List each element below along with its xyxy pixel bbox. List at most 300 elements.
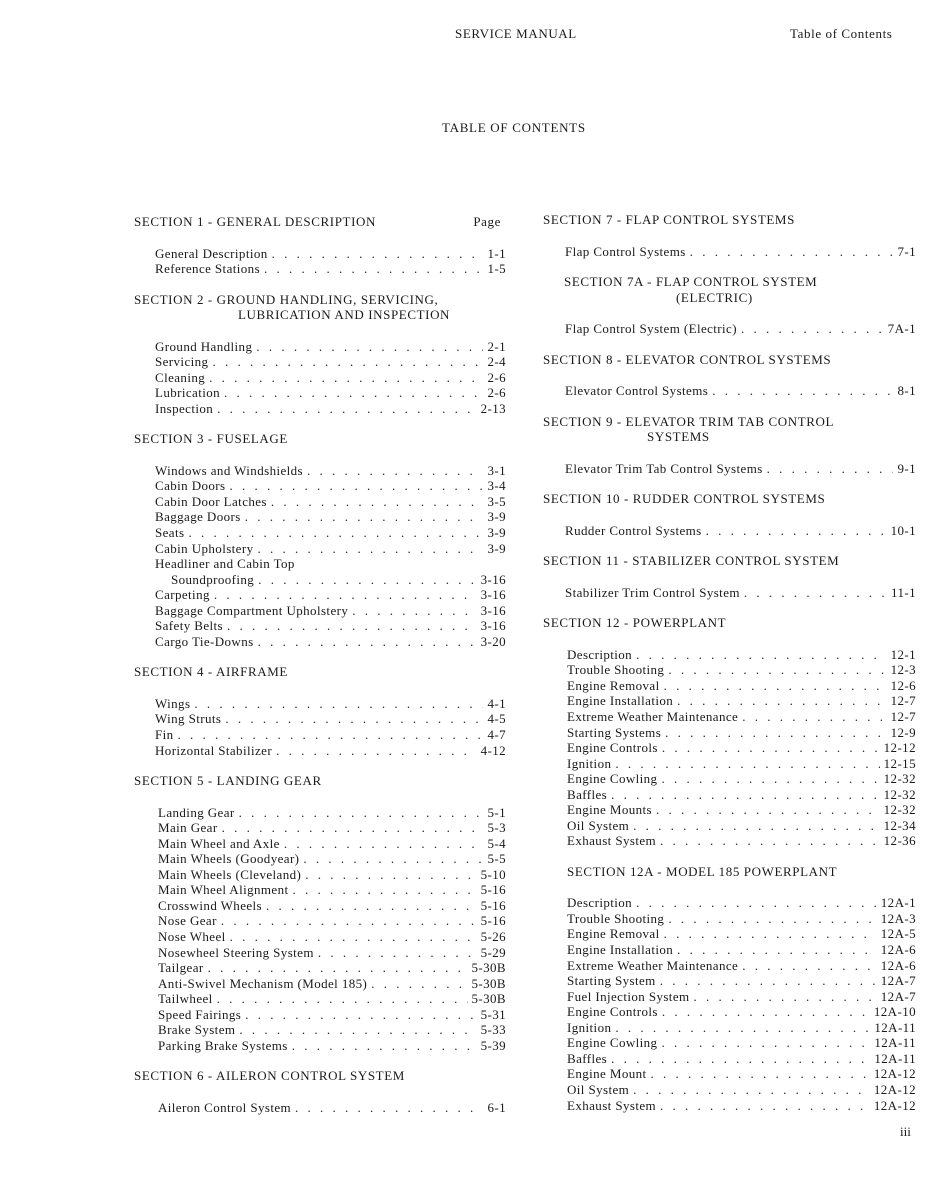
toc-entry-title: Starting Systems	[567, 724, 662, 740]
toc-entry-page: 6-1	[487, 1099, 506, 1115]
toc-entry[interactable]	[567, 725, 916, 741]
section-7a-title: SECTION 7A - FLAP CONTROL SYSTEM	[564, 274, 818, 290]
toc-entry-title: Reference Stations	[155, 261, 261, 277]
toc-entry-title: Servicing	[155, 354, 209, 370]
dot-leader	[307, 463, 483, 479]
toc-entry[interactable]	[567, 989, 916, 1005]
toc-entry[interactable]	[158, 991, 506, 1007]
toc-entry-title: Lubrication	[155, 385, 221, 401]
section-11-entries	[565, 585, 916, 601]
toc-entry[interactable]	[155, 509, 506, 525]
toc-entry[interactable]	[567, 647, 916, 663]
dot-leader	[264, 261, 483, 277]
toc-entry-page: 12A-3	[880, 910, 916, 926]
toc-entry-page: 1-5	[487, 261, 506, 277]
page-title: TABLE OF CONTENTS	[442, 120, 586, 135]
dot-leader	[615, 756, 879, 772]
toc-entry-title: General Description	[155, 245, 268, 261]
toc-entry-page: 4-7	[487, 726, 506, 742]
toc-entry-page: 4-1	[487, 695, 506, 711]
dot-leader	[660, 1098, 870, 1114]
toc-entry[interactable]	[567, 678, 916, 694]
toc-entry-title: Starting System	[567, 973, 656, 989]
toc-entry[interactable]	[158, 898, 506, 914]
toc-entry-title: Wings	[155, 695, 191, 711]
dot-leader	[258, 634, 477, 650]
section-7a-entries	[565, 321, 916, 337]
dot-leader	[245, 1007, 476, 1023]
toc-entry-page: 12-7	[890, 693, 916, 709]
toc-entry-title: Engine Removal	[567, 677, 660, 693]
toc-entry-title: Nosewheel Steering System	[158, 944, 314, 960]
section-heading-2	[134, 292, 506, 323]
toc-entry-page: 1-1	[487, 245, 506, 261]
toc-entry[interactable]	[158, 836, 506, 852]
toc-entry[interactable]	[158, 1022, 506, 1038]
toc-entry[interactable]	[155, 618, 506, 634]
toc-entry-page: 8-1	[897, 383, 916, 399]
dot-leader	[214, 587, 477, 603]
dot-leader	[245, 509, 484, 525]
toc-entry-page: 12-1	[890, 646, 916, 662]
dot-leader	[636, 647, 887, 663]
toc-entry-title: Extreme Weather Maintenance	[567, 957, 739, 973]
section-heading-10	[543, 491, 916, 507]
dot-leader	[217, 991, 468, 1007]
section-2-title-cont: LUBRICATION AND INSPECTION	[238, 307, 451, 323]
toc-entry[interactable]	[155, 401, 506, 417]
toc-entry-page: 12A-5	[880, 926, 916, 942]
toc-entry[interactable]	[155, 463, 506, 479]
toc-entry[interactable]	[155, 525, 506, 541]
section-heading-11	[543, 553, 916, 569]
toc-entry-title: Windows and Windshields	[155, 462, 304, 478]
toc-entry-page: 2-6	[487, 369, 506, 385]
toc-entry-title: Flap Control Systems	[565, 243, 686, 259]
dot-leader	[661, 771, 879, 787]
running-header-title: SERVICE MANUAL	[455, 26, 577, 41]
toc-entry-title: Soundproofing	[171, 571, 255, 587]
toc-entry-page: 5-31	[480, 1006, 506, 1022]
dot-leader	[661, 1035, 870, 1051]
toc-right-column	[543, 212, 916, 1128]
toc-entry[interactable]	[155, 385, 506, 401]
toc-left-column	[134, 214, 506, 1130]
dot-leader	[305, 867, 476, 883]
toc-entry-page: 12-15	[883, 755, 916, 771]
dot-leader	[651, 1066, 870, 1082]
toc-entry-page: 5-16	[480, 882, 506, 898]
toc-entry-title: Baggage Doors	[155, 509, 241, 525]
toc-entry-title: Main Wheel and Axle	[158, 835, 280, 851]
toc-entry-title: Engine Installation	[567, 942, 674, 958]
toc-entry-title: Inspection	[155, 400, 214, 416]
toc-entry[interactable]	[567, 818, 916, 834]
toc-entry-page: 12A-6	[880, 957, 916, 973]
toc-entry-title: Oil System	[567, 1081, 630, 1097]
toc-entry-page: 2-13	[480, 400, 506, 416]
section-1-entries	[155, 246, 506, 277]
toc-entry-page: 4-12	[480, 742, 506, 758]
dot-leader	[668, 911, 876, 927]
toc-entry[interactable]	[158, 820, 506, 836]
section-12-title: SECTION 12 - POWERPLANT	[543, 615, 727, 631]
toc-entry[interactable]	[567, 787, 916, 803]
toc-entry-title: Engine Controls	[567, 740, 658, 756]
toc-entry[interactable]	[567, 709, 916, 725]
toc-entry-title: Parking Brake Systems	[158, 1037, 288, 1053]
section-12a-entries	[567, 895, 916, 1113]
toc-entry-title: Engine Installation	[567, 693, 674, 709]
dot-leader	[767, 461, 894, 477]
toc-entry-page: 12A-12	[873, 1081, 916, 1097]
section-heading-7a	[564, 274, 916, 305]
toc-entry[interactable]	[158, 851, 506, 867]
dot-leader	[293, 882, 477, 898]
toc-entry-page: 12-9	[890, 724, 916, 740]
section-3-entries	[155, 463, 506, 556]
toc-entry[interactable]	[567, 662, 916, 678]
toc-entry-page: 5-10	[480, 866, 506, 882]
toc-entry-page: 12A-7	[880, 988, 916, 1004]
toc-entry-page: 5-3	[487, 820, 506, 836]
toc-entry-page: 9-1	[897, 460, 916, 476]
toc-entry-title[interactable]: Headliner and Cabin Top	[155, 556, 295, 572]
toc-entry-page: 7A-1	[887, 321, 916, 337]
section-heading-8	[543, 352, 916, 368]
toc-entry[interactable]	[158, 929, 506, 945]
toc-entry-title: Baffles	[567, 1050, 608, 1066]
toc-entry[interactable]	[567, 895, 916, 911]
toc-entry-page: 3-1	[487, 462, 506, 478]
section-10-title: SECTION 10 - RUDDER CONTROL SYSTEMS	[543, 491, 826, 507]
section-4-title: SECTION 4 - AIRFRAME	[134, 664, 288, 680]
section-heading-6	[134, 1068, 506, 1084]
toc-entry-page: 12-32	[883, 771, 916, 787]
toc-entry-page: 7-1	[897, 243, 916, 259]
toc-entry-title: Cabin Upholstery	[155, 540, 254, 556]
toc-entry-title: Crosswind Wheels	[158, 897, 263, 913]
toc-entry-title: Safety Belts	[155, 618, 223, 634]
page-number: iii	[900, 1124, 911, 1139]
toc-entry[interactable]	[155, 339, 506, 355]
toc-entry[interactable]	[155, 711, 506, 727]
toc-entry[interactable]	[158, 1007, 506, 1023]
toc-entry[interactable]	[158, 913, 506, 929]
toc-entry[interactable]	[567, 958, 916, 974]
toc-entry-title: Seats	[155, 525, 185, 541]
toc-entry-title: Landing Gear	[158, 804, 235, 820]
toc-entry-title: Description	[567, 646, 633, 662]
toc-entry[interactable]	[567, 926, 916, 942]
toc-entry[interactable]	[565, 383, 916, 399]
dot-leader	[178, 727, 484, 743]
dot-leader	[284, 836, 484, 852]
toc-entry[interactable]	[567, 911, 916, 927]
section-3-entries-more	[155, 587, 506, 649]
toc-entry[interactable]	[155, 354, 506, 370]
toc-entry-title: Engine Mounts	[567, 802, 653, 818]
toc-entry-title: Flap Control System (Electric)	[565, 321, 737, 337]
toc-entry[interactable]	[158, 867, 506, 883]
dot-leader	[694, 989, 877, 1005]
toc-entry[interactable]	[155, 370, 506, 386]
dot-leader	[615, 1020, 870, 1036]
dot-leader	[266, 898, 477, 914]
toc-entry-page: 2-6	[487, 385, 506, 401]
dot-leader	[706, 523, 887, 539]
section-12-entries	[567, 647, 916, 849]
toc-entry[interactable]	[567, 1035, 916, 1051]
dot-leader	[664, 678, 887, 694]
dot-leader	[690, 244, 894, 260]
toc-entry-page: 12A-11	[874, 1050, 916, 1066]
toc-entry-page: 5-39	[480, 1037, 506, 1053]
section-2-title: SECTION 2 - GROUND HANDLING, SERVICING,	[134, 291, 439, 307]
section-8-title: SECTION 8 - ELEVATOR CONTROL SYSTEMS	[543, 351, 832, 367]
toc-entry-title: Speed Fairings	[158, 1006, 242, 1022]
toc-entry[interactable]	[155, 727, 506, 743]
toc-entry[interactable]	[567, 973, 916, 989]
toc-entry-page: 5-33	[480, 1022, 506, 1038]
dot-leader	[742, 958, 877, 974]
toc-entry-title: Cabin Door Latches	[155, 493, 267, 509]
toc-entry[interactable]	[567, 771, 916, 787]
toc-entry-page: 3-20	[480, 633, 506, 649]
toc-entry[interactable]	[567, 1004, 916, 1020]
dot-leader	[239, 1022, 476, 1038]
section-heading-9	[543, 414, 916, 445]
toc-entry[interactable]	[567, 756, 916, 772]
toc-entry-title: Nose Gear	[158, 913, 217, 929]
toc-entry-page: 12A-1	[880, 895, 916, 911]
toc-entry-page: 5-1	[487, 804, 506, 820]
toc-entry[interactable]	[567, 802, 916, 818]
toc-entry[interactable]	[565, 461, 916, 477]
toc-entry-page: 11-1	[891, 584, 916, 600]
dot-leader	[611, 1051, 870, 1067]
toc-entry[interactable]	[158, 1038, 506, 1054]
dot-leader	[633, 818, 880, 834]
toc-entry-title: Trouble Shooting	[567, 910, 665, 926]
page-column-label: Page	[473, 214, 501, 229]
toc-entry[interactable]	[567, 740, 916, 756]
dot-leader	[665, 725, 886, 741]
toc-entry[interactable]	[158, 1100, 506, 1116]
toc-entry[interactable]	[155, 634, 506, 650]
toc-entry[interactable]	[155, 696, 506, 712]
dot-leader	[229, 478, 483, 494]
toc-entry-title: Stabilizer Trim Control System	[565, 584, 740, 600]
section-heading-4	[134, 664, 506, 680]
toc-entry[interactable]	[155, 494, 506, 510]
section-8-entries	[565, 383, 916, 399]
toc-entry-title: Oil System	[567, 817, 630, 833]
toc-entry-page: 12-32	[883, 802, 916, 818]
toc-entry-page: 12-7	[890, 708, 916, 724]
section-9-title: SECTION 9 - ELEVATOR TRIM TAB CONTROL	[543, 413, 835, 429]
toc-entry-title: Main Wheels (Goodyear)	[158, 851, 300, 867]
toc-entry-page: 12A-12	[873, 1066, 916, 1082]
toc-entry-page: 2-4	[487, 354, 506, 370]
toc-entry-title: Description	[567, 895, 633, 911]
toc-entry-title: Ignition	[567, 1019, 612, 1035]
toc-entry-title: Carpeting	[155, 587, 210, 603]
toc-entry-title: Exhaust System	[567, 833, 657, 849]
toc-entry-page: 5-5	[487, 851, 506, 867]
toc-entry-title: Elevator Control Systems	[565, 383, 709, 399]
toc-entry[interactable]	[158, 960, 506, 976]
toc-entry-page: 12A-7	[880, 973, 916, 989]
toc-entry-title: Ground Handling	[155, 338, 253, 354]
dot-leader	[194, 696, 483, 712]
section-6-entries	[158, 1100, 506, 1116]
toc-entry-page: 10-1	[890, 522, 916, 538]
toc-entry-title: Brake System	[158, 1022, 236, 1038]
toc-entry-title: Engine Mount	[567, 1066, 647, 1082]
section-heading-3	[134, 431, 506, 447]
toc-entry[interactable]	[155, 603, 506, 619]
toc-entry-page: 12A-11	[874, 1019, 916, 1035]
dot-leader	[633, 1082, 870, 1098]
section-7a-title-cont: (ELECTRIC)	[676, 289, 753, 305]
toc-entry[interactable]	[158, 976, 506, 992]
toc-entry[interactable]	[567, 942, 916, 958]
section-heading-7	[543, 212, 916, 228]
toc-entry[interactable]	[567, 1066, 916, 1082]
dot-leader	[712, 383, 893, 399]
toc-entry-title: Main Wheel Alignment	[158, 882, 289, 898]
toc-entry[interactable]	[567, 1051, 916, 1067]
dot-leader	[352, 603, 476, 619]
toc-entry-page: 5-4	[487, 835, 506, 851]
toc-entry[interactable]	[567, 1082, 916, 1098]
section-9-entries	[565, 461, 916, 477]
section-heading-12	[543, 615, 916, 631]
dot-leader	[217, 401, 476, 417]
dot-leader	[208, 960, 468, 976]
toc-entry-title: Baffles	[567, 786, 608, 802]
toc-entry[interactable]	[155, 541, 506, 557]
toc-entry[interactable]	[565, 321, 916, 337]
toc-entry[interactable]	[158, 882, 506, 898]
toc-entry-page: 3-9	[487, 509, 506, 525]
dot-leader	[272, 246, 484, 262]
toc-entry[interactable]	[565, 585, 916, 601]
dot-leader	[257, 541, 483, 557]
toc-entry-page: 2-1	[487, 338, 506, 354]
dot-leader	[227, 618, 477, 634]
toc-entry[interactable]	[158, 805, 506, 821]
toc-entry-page: 12-34	[883, 817, 916, 833]
toc-entry-title: Engine Removal	[567, 926, 660, 942]
toc-entry-title: Tailgear	[158, 960, 204, 976]
section-3-entries-block	[155, 463, 506, 650]
toc-entry-page: 12A-6	[880, 942, 916, 958]
dot-leader	[662, 1004, 870, 1020]
toc-entry-page: 4-5	[487, 711, 506, 727]
toc-entry-title: Elevator Trim Tab Control Systems	[565, 460, 763, 476]
toc-entry[interactable]	[565, 244, 916, 260]
dot-leader	[221, 913, 477, 929]
toc-entry-page: 12-36	[883, 833, 916, 849]
dot-leader	[239, 805, 484, 821]
section-5-title: SECTION 5 - LANDING GEAR	[134, 773, 322, 789]
dot-leader	[664, 926, 877, 942]
dot-leader	[742, 709, 886, 725]
toc-entry[interactable]	[565, 523, 916, 539]
toc-entry-page: 5-26	[480, 928, 506, 944]
toc-entry-page: 3-4	[487, 478, 506, 494]
toc-entry-title: Anti-Swivel Mechanism (Model 185)	[158, 975, 368, 991]
toc-entry-page: 5-30B	[471, 975, 506, 991]
toc-entry[interactable]	[155, 572, 506, 588]
section-4-entries	[155, 696, 506, 758]
dot-leader	[256, 339, 483, 355]
toc-entry-page: 12-6	[890, 677, 916, 693]
dot-leader	[677, 693, 886, 709]
toc-entry-title: Wing Struts	[155, 711, 222, 727]
toc-entry-title: Ignition	[567, 755, 612, 771]
toc-entry[interactable]	[155, 587, 506, 603]
toc-entry[interactable]	[155, 261, 506, 277]
section-heading-5	[134, 773, 506, 789]
dot-leader	[741, 321, 884, 337]
toc-entry[interactable]	[158, 945, 506, 961]
toc-entry-title: Engine Cowling	[567, 771, 658, 787]
toc-entry-page: 3-16	[480, 571, 506, 587]
toc-entry-page: 12-3	[890, 662, 916, 678]
toc-entry[interactable]	[155, 743, 506, 759]
section-6-title: SECTION 6 - AILERON CONTROL SYSTEM	[134, 1068, 405, 1084]
dot-leader	[209, 370, 483, 386]
dot-leader	[276, 743, 477, 759]
section-7-title: SECTION 7 - FLAP CONTROL SYSTEMS	[543, 212, 795, 227]
dot-leader	[224, 385, 483, 401]
dot-leader	[611, 787, 880, 803]
toc-entry-title: Aileron Control System	[158, 1099, 292, 1115]
toc-entry[interactable]	[567, 833, 916, 849]
toc-entry-page: 5-29	[480, 944, 506, 960]
section-1-title: SECTION 1 - GENERAL DESCRIPTION	[134, 214, 376, 229]
toc-entry[interactable]	[155, 478, 506, 494]
dot-leader	[744, 585, 887, 601]
section-11-title: SECTION 11 - STABILIZER CONTROL SYSTEM	[543, 553, 840, 569]
dot-leader	[295, 1100, 483, 1116]
toc-entry-title: Engine Cowling	[567, 1035, 658, 1051]
toc-entry-title: Horizontal Stabilizer	[155, 742, 273, 758]
toc-entry[interactable]	[567, 693, 916, 709]
toc-entry-page: 3-16	[480, 587, 506, 603]
toc-entry-title: Rudder Control Systems	[565, 522, 702, 538]
dot-leader	[656, 802, 880, 818]
toc-entry-title: Fuel Injection System	[567, 988, 690, 1004]
section-3-title: SECTION 3 - FUSELAGE	[134, 431, 288, 447]
dot-leader	[660, 833, 880, 849]
toc-entry[interactable]	[567, 1098, 916, 1114]
section-heading-1	[134, 214, 506, 230]
toc-entry-title: Nose Wheel	[158, 928, 226, 944]
toc-entry-page: 3-9	[487, 540, 506, 556]
toc-entry[interactable]	[567, 1020, 916, 1036]
toc-entry-title: Exhaust System	[567, 1097, 657, 1113]
toc-entry-title: Baggage Compartment Upholstery	[155, 602, 349, 618]
toc-entry-page: 12-12	[883, 740, 916, 756]
toc-entry[interactable]	[155, 246, 506, 262]
dot-leader	[230, 929, 477, 945]
section-7-entries	[565, 244, 916, 260]
toc-entry-title: Extreme Weather Maintenance	[567, 708, 739, 724]
